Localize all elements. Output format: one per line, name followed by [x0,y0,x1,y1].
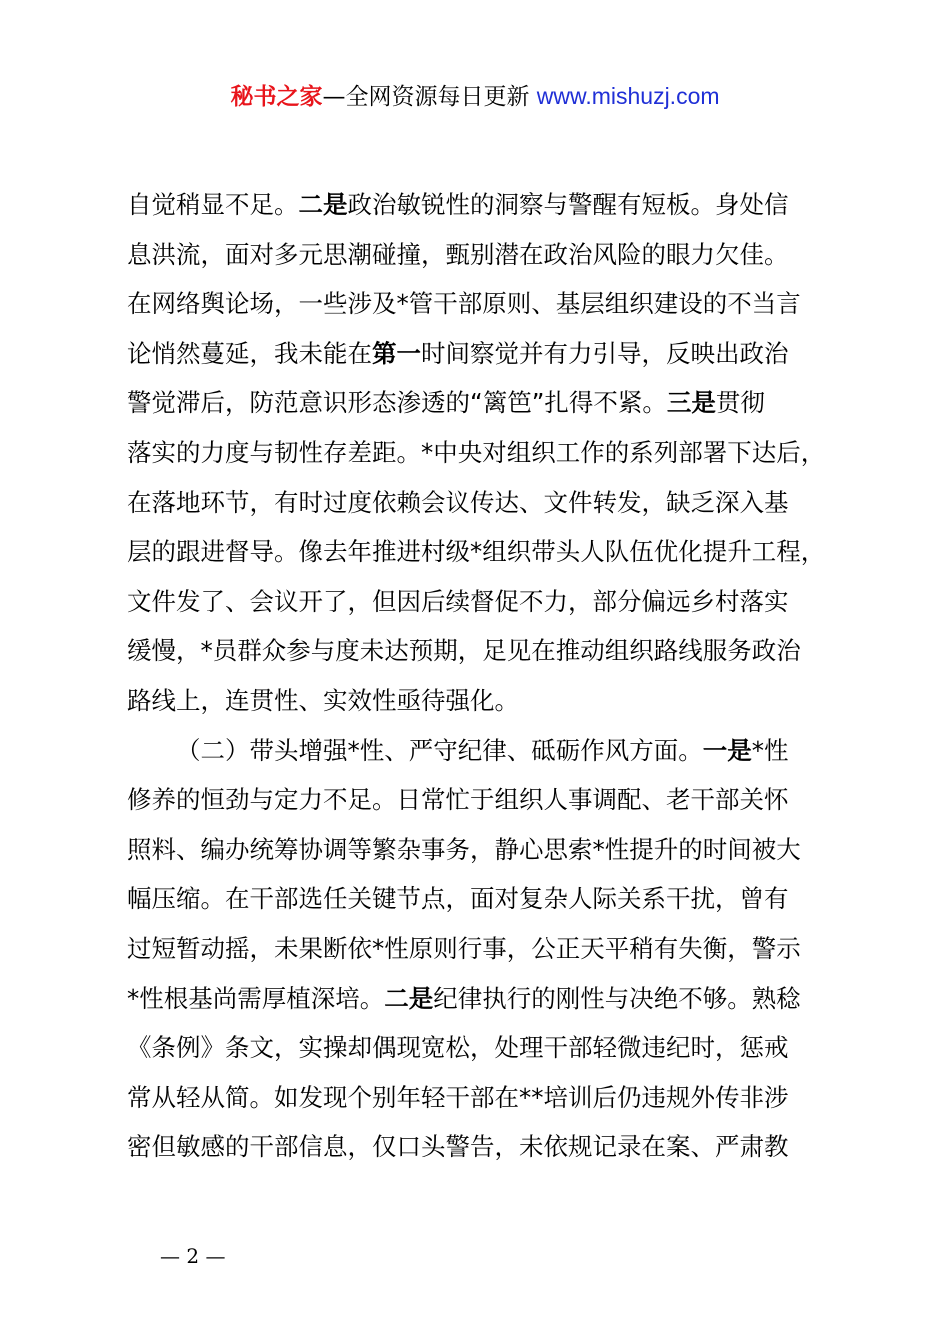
text-run: 时间察觉并有力引导，反映出政治 [421,338,789,368]
bold-run: 二是 [298,190,348,219]
text-line: 路线上，连贯性、实效性亟待强化。 [127,685,519,715]
text-line: 《条例》条文，实操却偶现宽松，处理干部轻微违纪时，惩戒 [127,1033,789,1063]
text-line: 文件发了、会议开了，但因后续督促不力，部分偏远乡村落实 [127,586,789,616]
text-run: *性 [751,735,789,765]
text-line [127,378,827,428]
text-run: 自觉稍显不足。 [127,190,299,219]
page-number: — 2 — [160,1244,226,1268]
text-line [127,974,827,1024]
text-line: 缓慢，*员群众参与度未达预期，足见在推动组织路线服务政治 [127,636,801,666]
text-line: 在落地环节，有时过度依赖会议传达、文件转发，缺乏深入基 [127,487,789,517]
text-run: 警觉滞后，防范意识形态渗透的“篱笆”扎得不紧。 [127,388,667,418]
text-line: 幅压缩。在干部选任关键节点，面对复杂人际关系干扰，曾有 [127,884,789,914]
text-line: 层的跟进督导。像去年推进村级*组织带头人队伍优化提升工程， [127,537,826,567]
text-line: 照料、编办统筹协调等繁杂事务，静心思索*性提升的时间被大 [127,834,801,864]
text-run: 论悄然蔓延，我未能在 [127,338,372,368]
bold-run: 三是 [666,388,716,418]
site-url[interactable]: www.mishuzj.com [536,83,720,109]
text-line: 密但敏感的干部信息，仅口头警告，未依规记录在案、严肃教 [127,1132,789,1162]
text-line: 落实的力度与韧性存差距。*中央对组织工作的系列部署下达后， [127,437,826,467]
header-tagline: —全网资源每日更新 [322,84,537,110]
text-run: 政治敏锐性的洞察与警醒有短板。身处信 [347,190,789,219]
text-line: 在网络舆论场，一些涉及*管干部原则、基层组织建设的不当言 [127,289,801,319]
text-line [127,180,827,230]
bold-run: 第一 [372,338,421,368]
text-line: 息洪流，面对多元思潮碰撞，甄别潜在政治风险的眼力欠佳。 [127,239,789,269]
text-line [127,726,827,776]
text-line [127,329,827,379]
text-run: *性根基尚需厚植深培。 [127,983,385,1013]
text-run: 贯彻 [715,388,765,418]
text-line: 修养的恒劲与定力不足。日常忙于组织人事调配、老干部关怀 [127,785,789,815]
text-run: 纪律执行的刚性与决绝不够。熟稔 [433,983,801,1013]
bold-run: 二是 [384,983,434,1013]
document-body [127,180,827,1172]
text-run: （二）带头增强*性、严守纪律、砥砺作风方面。 [176,735,703,765]
bold-run: 一是 [702,735,752,765]
site-header [0,80,950,113]
brand-name: 秘书之家 [230,84,323,110]
text-line: 常从轻从简。如发现个别年轻干部在**培训后仍违规外传非涉 [127,1082,789,1112]
text-line: 过短暂动摇，未果断依*性原则行事，公正天平稍有失衡，警示 [127,933,801,963]
